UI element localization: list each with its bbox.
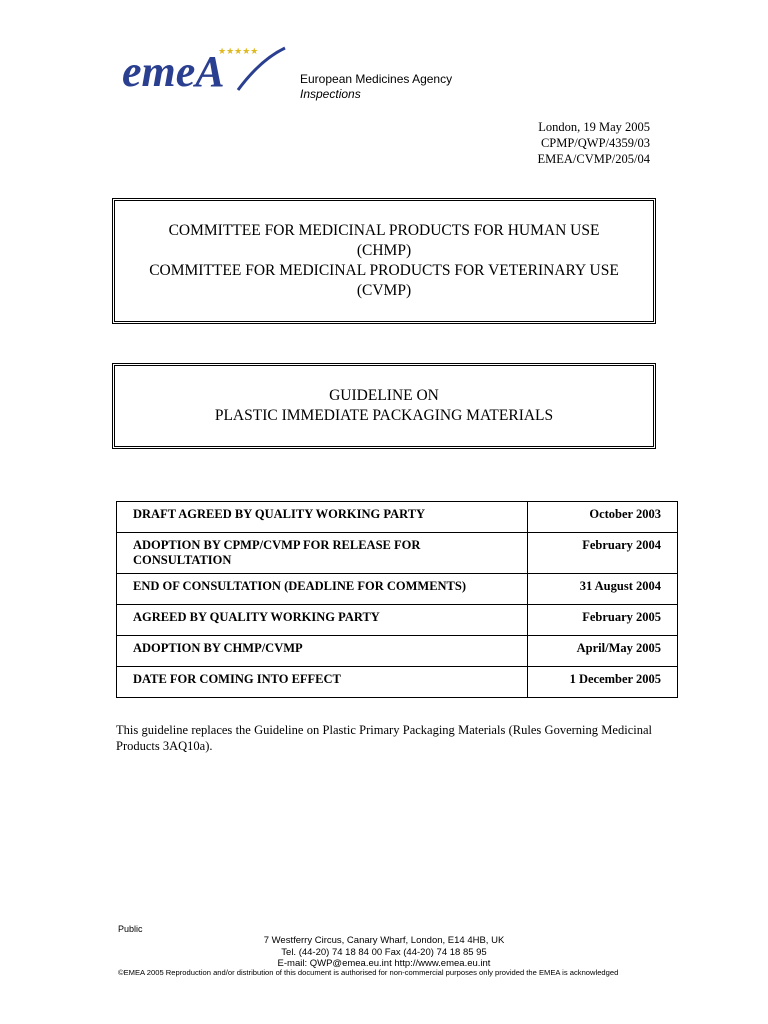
classification-label: Public: [118, 924, 143, 934]
agency-block: [300, 72, 452, 102]
document-references: [537, 119, 650, 167]
table-row: [117, 502, 678, 533]
agency-name: European Medicines Agency: [300, 72, 453, 86]
dates-table: [116, 501, 678, 698]
svg-text:emeA: emeA: [122, 47, 225, 96]
reference-number-2: EMEA/CVMP/205/04: [537, 152, 650, 166]
footer-contact-line: E-mail: QWP@emea.eu.int http://www.emea.eu.int: [277, 958, 491, 969]
committee-line-2: (CHMP): [356, 242, 412, 259]
committee-line-3: COMMITTEE FOR MEDICINAL PRODUCTS FOR VETERINARY USE: [149, 262, 619, 279]
table-row: [117, 574, 678, 605]
row-label: ADOPTION BY CHMP/CVMP: [117, 636, 528, 667]
row-date: 1 December 2005: [528, 667, 678, 698]
place-date: London, 19 May 2005: [538, 120, 650, 134]
title-line-1: GUIDELINE ON: [329, 387, 439, 404]
table-row: [117, 667, 678, 698]
row-date: 31 August 2004: [528, 574, 678, 605]
svg-text:★★★★★: ★★★★★: [218, 47, 259, 57]
reference-number-1: CPMP/QWP/4359/03: [540, 136, 650, 150]
replaces-note: This guideline replaces the Guideline on Plastic Primary Packaging Materials (Rules Governing Medicinal Products 3AQ10a).: [116, 723, 652, 753]
row-label: AGREED BY QUALITY WORKING PARTY: [117, 605, 528, 636]
row-date: April/May 2005: [528, 636, 678, 667]
emea-logo-graphic: [120, 40, 290, 100]
committee-line-4: (CVMP): [356, 282, 412, 299]
row-label: ADOPTION BY CPMP/CVMP FOR RELEASE FOR CONSULTATION: [117, 533, 528, 574]
title-line-2: PLASTIC IMMEDIATE PACKAGING MATERIALS: [214, 407, 554, 424]
row-label: END OF CONSULTATION (DEADLINE FOR COMMENTS): [117, 574, 528, 605]
row-label: DATE FOR COMING INTO EFFECT: [117, 667, 528, 698]
row-date: February 2005: [528, 605, 678, 636]
title-box: [112, 363, 656, 449]
footer-address: 7 Westferry Circus, Canary Wharf, London, E14 4HB, UK: [263, 935, 505, 946]
row-date: October 2003: [528, 502, 678, 533]
footer-contact: [0, 935, 768, 970]
copyright-notice: ©EMEA 2005 Reproduction and/or distribution of this document is authorised for non-commercial purposes only provided the EMEA is acknowledged: [118, 968, 619, 977]
row-label: DRAFT AGREED BY QUALITY WORKING PARTY: [117, 502, 528, 533]
committee-line-1: COMMITTEE FOR MEDICINAL PRODUCTS FOR HUMAN USE: [168, 222, 600, 239]
table-row: [117, 636, 678, 667]
footer-phone: Tel. (44-20) 74 18 84 00 Fax (44-20) 74 18 85 95: [281, 946, 487, 958]
row-date: February 2004: [528, 533, 678, 574]
committee-box: [112, 198, 656, 324]
emea-logo: [120, 40, 290, 100]
table-row: [117, 533, 678, 574]
table-row: [117, 605, 678, 636]
agency-unit: Inspections: [300, 87, 361, 101]
